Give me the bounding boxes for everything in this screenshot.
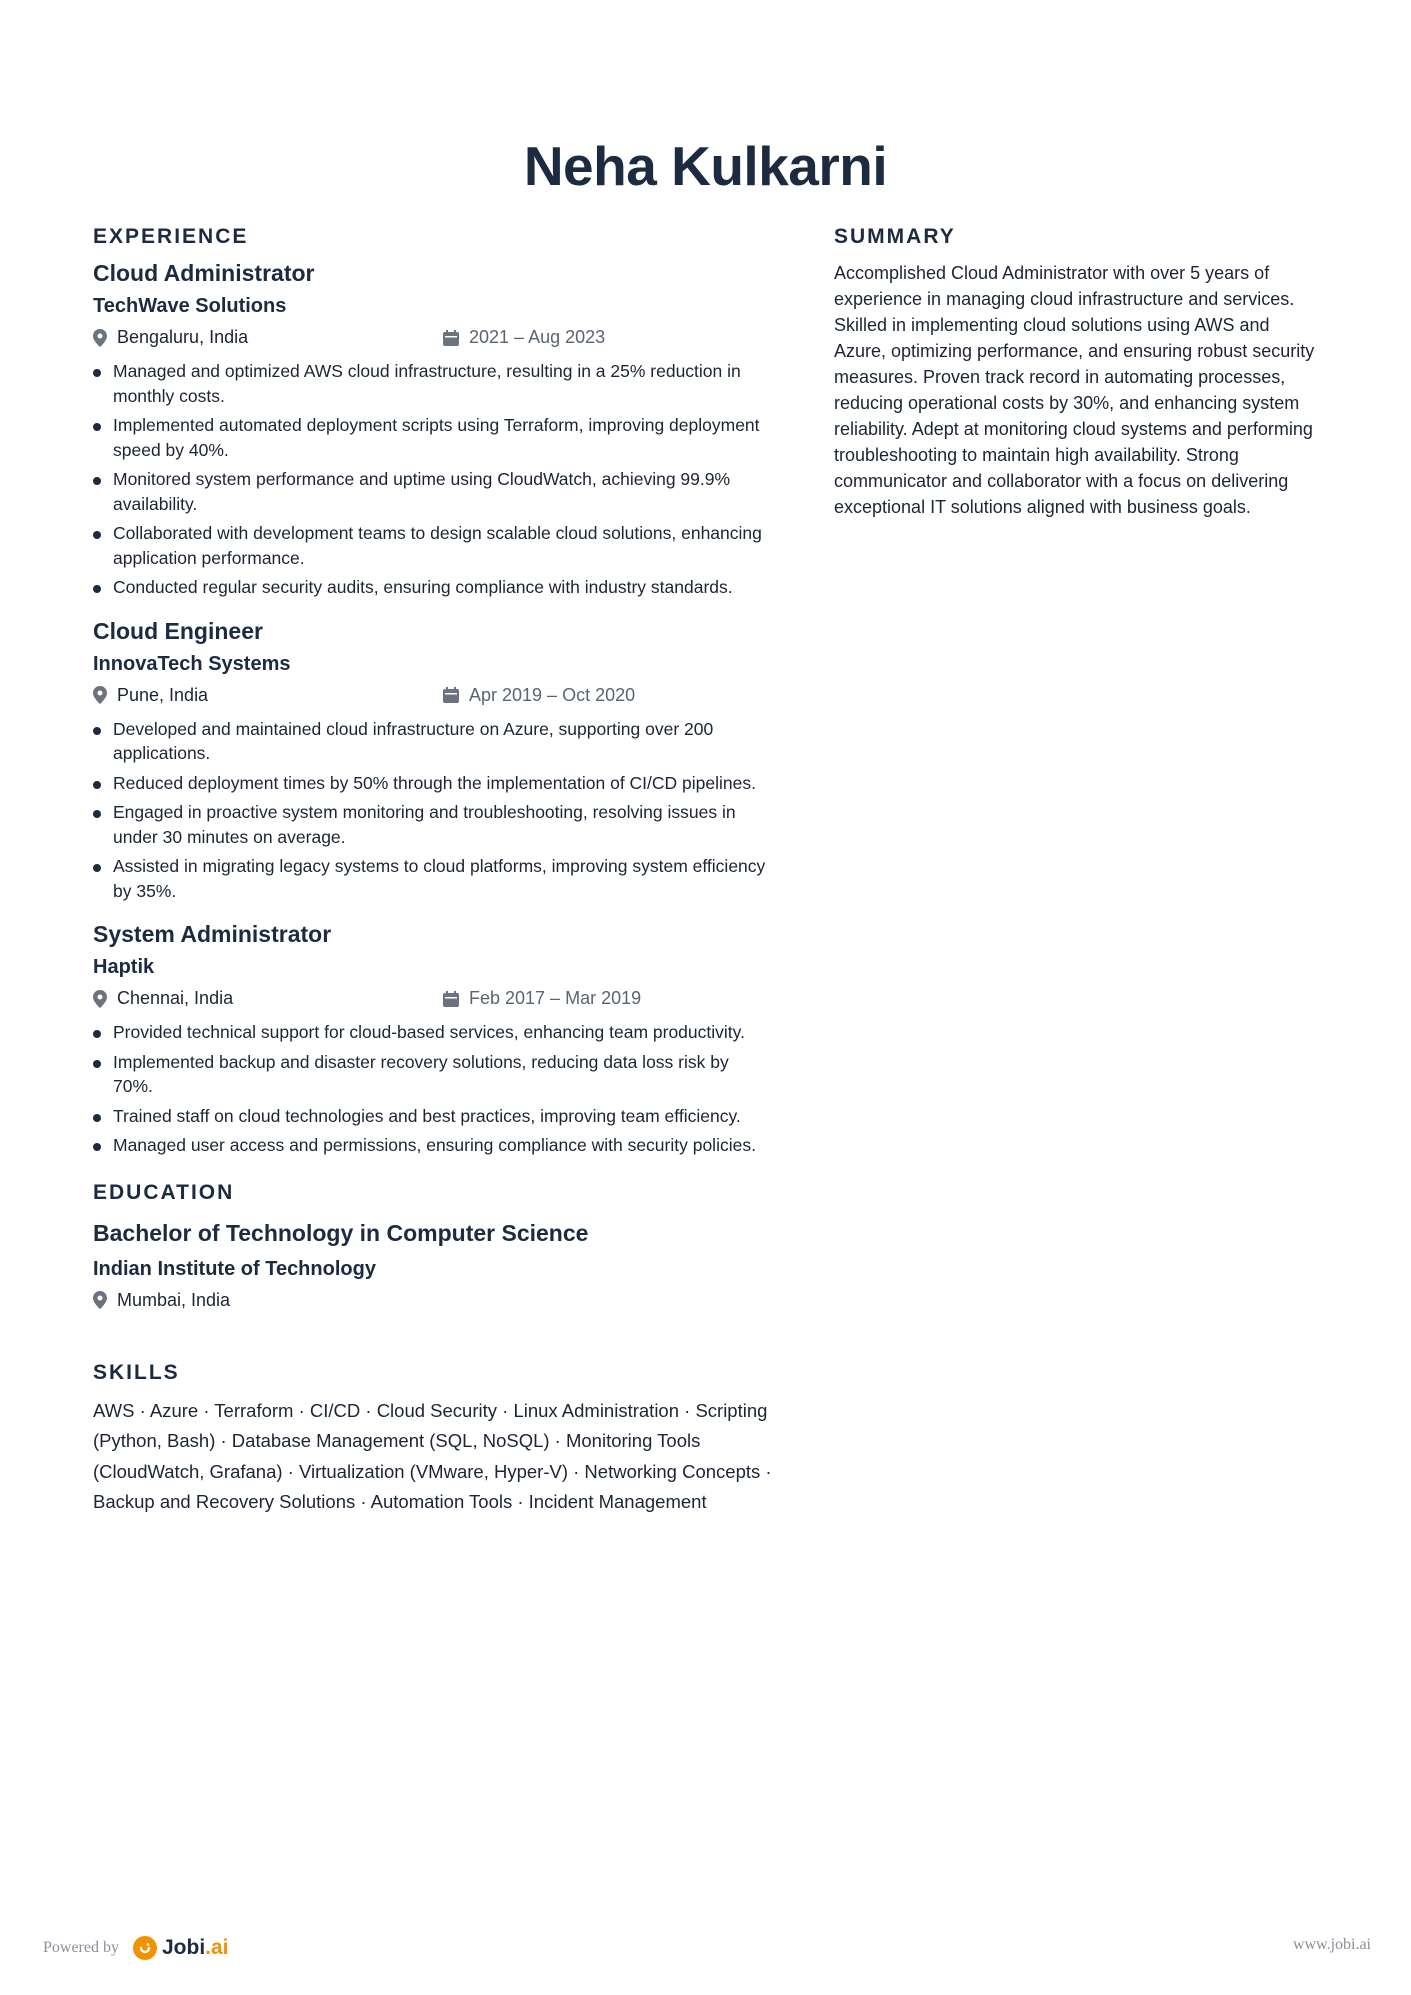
footer-website-link[interactable]: www.jobi.ai [1292,1936,1371,1953]
job-bullets [93,717,773,904]
location-text: Pune, India [117,684,209,705]
location-text: Chennai, India [117,988,234,1008]
powered-by-label: Powered by [43,1939,119,1956]
bullet-item: Conducted regular security audits, ensuring compliance with industry standards. [93,575,773,600]
calendar-icon [443,687,459,703]
job-entry [93,258,773,600]
candidate-name: Neha Kulkarni [523,135,888,197]
bullet-item: Implemented automated deployment scripts using Terraform, improving deployment speed by 40%. [93,413,773,462]
job-location [93,327,248,348]
company-name: InnovaTech Systems [93,652,291,675]
job-entry [93,616,773,904]
job-title: Cloud Administrator [93,260,315,286]
bullet-item: Reduced deployment times by 50% through the implementation of CI/CD pipelines. [93,771,773,796]
job-title: System Administrator [93,921,332,947]
logo-main-text: Jobi [161,1936,206,1959]
summary-text: Accomplished Cloud Administrator with over 5 years of experience in managing cloud infrastructure and services. Skilled in implementing cloud solutions using AWS and Azure, optimizing performance, and ensuring robust security measures. Proven track record in automating processes, reducing operational costs by 30%, and enhancing system reliability. Adept at monitoring cloud systems and performing troubleshooting to maintain high availability. Strong communicator and collaborator with a focus on delivering exceptional IT solutions aligned with business goals. [834,263,1315,517]
education-location [93,1290,230,1311]
location-text: Mumbai, India [117,1289,231,1310]
job-entry [93,919,773,1158]
location-pin-icon [93,990,107,1008]
bullet-item: Provided technical support for cloud-based services, enhancing team productivity. [93,1020,773,1045]
dates-text: Apr 2019 – Oct 2020 [469,684,636,705]
bullet-item: Trained staff on cloud technologies and best practices, improving team efficiency. [93,1104,773,1129]
experience-heading: EXPERIENCE [93,225,249,248]
school-name: Indian Institute of Technology [93,1257,376,1280]
left-column [93,222,773,1518]
skills-list: AWS · Azure · Terraform · CI/CD · Cloud Security · Linux Administration · Scripting (Python, Bash) · Database Management (SQL, NoSQL) · Monitoring Tools (CloudWatch, Grafana) · Virtualization (VMware, Hyper-V) · Networking Concepts · Backup and Recovery Solutions · Automation Tools · Incident Management [93,1399,772,1512]
company-name: TechWave Solutions [93,295,287,317]
job-dates [443,327,605,348]
job-dates [443,988,641,1009]
calendar-icon [443,991,459,1007]
job-meta [93,982,773,1020]
bullet-item: Managed user access and permissions, ensuring compliance with security policies. [93,1133,773,1158]
job-location [93,988,233,1009]
dates-text: Feb 2017 – Mar 2019 [469,988,642,1008]
right-column [834,222,1324,520]
bullet-item: Collaborated with development teams to design scalable cloud solutions, enhancing application performance. [93,521,773,570]
jobi-logo[interactable] [133,1936,229,1960]
calendar-icon [443,330,459,346]
company-name: Haptik [93,956,155,978]
bullet-item: Engaged in proactive system monitoring and troubleshooting, resolving issues in under 30 minutes on average. [93,800,773,849]
job-bullets [93,359,773,600]
logo-accent-text: .ai [205,1936,229,1959]
education-entry [93,1218,773,1322]
jobi-logo-text [162,1936,229,1960]
job-title: Cloud Engineer [93,617,263,644]
education-heading: EDUCATION [93,1180,235,1204]
bullet-item: Implemented backup and disaster recovery solutions, reducing data loss risk by 70%. [93,1050,773,1099]
location-pin-icon [93,329,107,347]
location-text: Bengaluru, India [117,327,249,347]
skills-heading: SKILLS [93,1360,180,1384]
jobi-logo-icon [133,1936,157,1960]
bullet-item: Developed and maintained cloud infrastructure on Azure, supporting over 200 applications. [93,717,773,766]
job-bullets [93,1020,773,1158]
location-pin-icon [93,1291,107,1309]
bullet-item: Monitored system performance and uptime using CloudWatch, achieving 99.9% availability. [93,467,773,516]
job-dates [443,685,635,706]
footer-branding [43,1936,229,1960]
education-meta [93,1284,773,1322]
bullet-item: Managed and optimized AWS cloud infrastructure, resulting in a 25% reduction in monthly costs. [93,359,773,408]
job-meta [93,321,773,359]
job-meta [93,679,773,717]
bullet-item: Assisted in migrating legacy systems to cloud platforms, improving system efficiency by 35%. [93,854,773,903]
dates-text: 2021 – Aug 2023 [469,327,606,347]
degree-title: Bachelor of Technology in Computer Science [93,1219,589,1246]
summary-heading: SUMMARY [834,225,956,248]
location-pin-icon [93,686,107,704]
job-location [93,685,208,706]
